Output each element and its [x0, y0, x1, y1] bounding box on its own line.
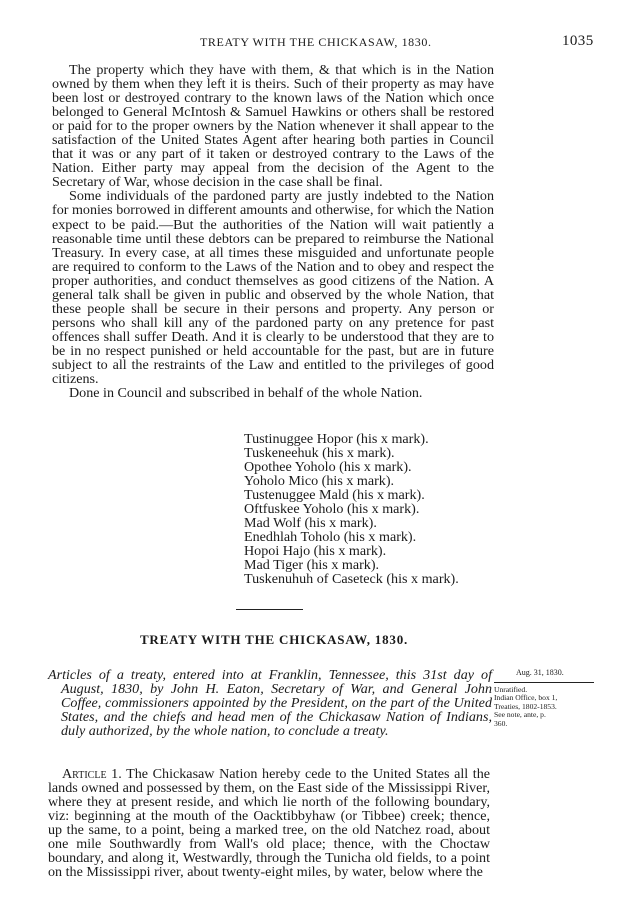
- article-1: [48, 767, 490, 879]
- margin-note-line: See note, ante, p.: [494, 710, 546, 720]
- margin-note-rule: [494, 682, 594, 683]
- section-divider: [236, 609, 303, 610]
- margin-note-line: Unratified.: [494, 684, 528, 694]
- article-1-paragraph: [48, 767, 490, 879]
- preamble-text: Articles of a treaty, entered into at Franklin, Tennessee, this 31st day of August, 1830, by John H. Eaton, Secretary of War, and General John Coffee, commissioners appointed by the President, on the part of the United States, and the chiefs and head men of the Chickasaw Nation of Indians, duly authorized, by the whole nation, to conclude a treaty.: [48, 667, 492, 740]
- margin-note-line: 360.: [494, 718, 508, 728]
- paragraph-pardoned-party: Some individuals of the pardoned party are justly indebted to the Nation for monies borrowed in different amounts and otherwise, for which the Nation expect to be paid.—But the authorities of the Nation will wait patiently a reasonable time until these debtors can be prepared to reimburse the National Treasury. In every case, at all times these misguided and unfortunate people are required to conform to the Laws of the Nation and to obey and respect the proper authorities, and conduct themselves as good citizens of the Nation. A general talk shall be given in public and observed by the whole Nation, that these people shall be secure in their persons and property. Any person or persons who shall kill any of the pardoned party on any pretence for past offences shall suffer Death. And it is clearly to be understood that they are to be in no respect punished or held accountable for the past, but are in future subject to all the restraints of the Law and entitled to the privileges of good citizens.: [52, 188, 495, 388]
- signatory: Oftfuskee Yoholo (his x mark).: [244, 501, 420, 518]
- page-number: 1035: [562, 33, 594, 49]
- article-1-label: Article 1.: [62, 766, 122, 782]
- signatory: Tustinuggee Hopor (his x mark).: [244, 431, 429, 447]
- treaty-preamble: [48, 668, 492, 738]
- signatory: Yoholo Mico (his x mark).: [244, 473, 395, 490]
- signatory: Tustenuggee Mald (his x mark).: [244, 487, 425, 504]
- signatory-list: [244, 432, 459, 587]
- signoff-line: Done in Council and subscribed in behalf of the whole Nation.: [69, 385, 423, 402]
- running-title: TREATY WITH THE CHICKASAW, 1830.: [200, 35, 432, 49]
- margin-note-date: Aug. 31, 1830.: [516, 668, 564, 677]
- signatory: Tuskeneehuk (his x mark).: [244, 445, 395, 462]
- article-1-text: The Chickasaw Nation hereby cede to the United States all the lands owned and possessed by them, on the East side of the Mississippi River, where they at present reside, and which lie north of the following boundary, viz: beginning at the mouth of the Oacktibbyhaw (or Tibbee) creek; thence, up the same, to a point, being a marked tree, on the old Natchez road, about one mile Southwardly from Wall's old place; thence, with the Choctaw boundary, and along it, Westwardly, through the Tunicha old fields, to a point on the Mississippi river, about twenty-eight miles, by water, below where the: [48, 766, 490, 881]
- margin-notes: [494, 669, 594, 729]
- margin-note-line: Treaties, 1802-1853.: [494, 701, 557, 711]
- signatory: Tuskenuhuh of Caseteck (his x mark).: [244, 571, 459, 588]
- signatory: Hopoi Hajo (his x mark).: [244, 543, 387, 560]
- paragraph-property: The property which they have with them, & that which is in the Nation owned by them when they left it is theirs. Such of their property as may have been lost or destroyed contrary to the known laws of the Nation which once belonged to General McIntosh & Samuel Hawkins or others shall be restored or paid for to the proper owners by the Nation whenever it shall appear to the satisfaction of the United States Agent after hearing both parties in Council that it was or any part of it taken or destroyed contrary to the Laws of the Nation. Either party may appeal from the decision of the Agent to the Secretary of War, whose decision in the case shall be final.: [52, 62, 494, 191]
- margin-note-line: Indian Office, box 1,: [494, 693, 558, 703]
- signatory: Enedhlah Toholo (his x mark).: [244, 529, 417, 546]
- continued-treaty-text: [52, 63, 494, 400]
- treaty-heading: TREATY WITH THE CHICKASAW, 1830.: [139, 632, 409, 647]
- signatory: Mad Wolf (his x mark).: [244, 515, 377, 532]
- signatory: Opothee Yoholo (his x mark).: [244, 459, 412, 476]
- signatory: Mad Tiger (his x mark).: [244, 557, 380, 574]
